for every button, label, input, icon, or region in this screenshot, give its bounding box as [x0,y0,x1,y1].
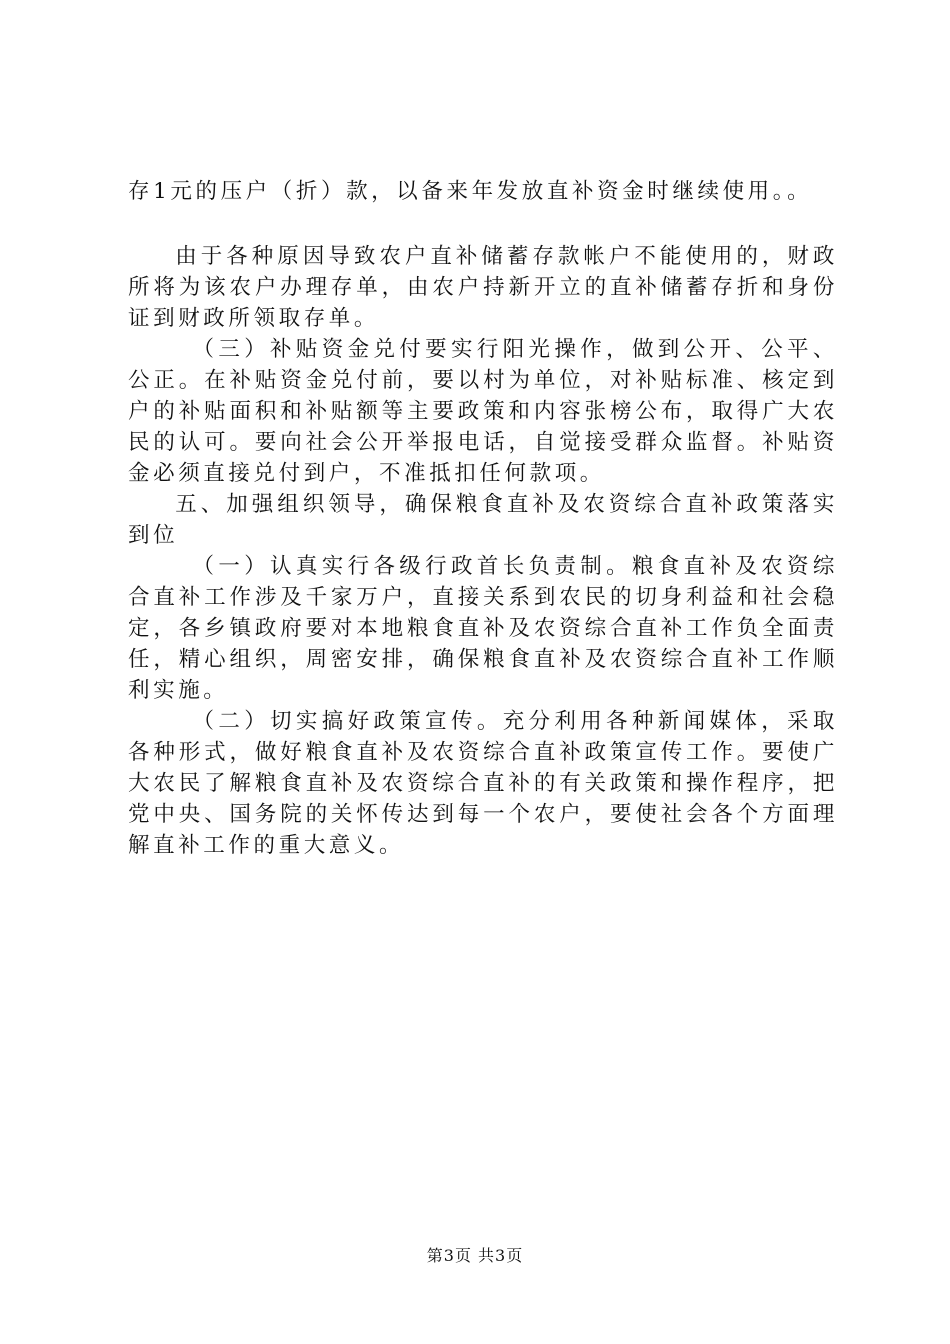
section-heading-five: 五、加强组织领导，确保粮食直补及农资综合直补政策落实到位 [128,492,838,548]
paragraph-deposit-account: 由于各种原因导致农户直补储蓄存款帐户不能使用的，财政所将为该农户办理存单，由农户持新开立的直补储蓄存折和身份证到财政所领取存单。 [128,244,838,331]
paragraph-section-two: （二）切实搞好政策宣传。充分利用各种新闻媒体，采取各种形式，做好粮食直补及农资综合直补政策宣传工作。要使广大农民了解粮食直补及农资综合直补的有关政策和操作程序，把党中央、国务院的关怀传达到每一个农户，要使社会各个方面理解直补工作的重大意义。 [128,709,838,858]
document-body [128,176,838,861]
paragraph-section-one: （一）认真实行各级行政首长负责制。粮食直补及农资综合直补工作涉及千家万户，直接关系到农民的切身利益和社会稳定，各乡镇政府要对本地粮食直补及农资综合直补工作负全面责任，精心组织，周密安排，确保粮食直补及农资综合直补工作顺利实施。 [128,554,838,703]
paragraph-section-three: （三）补贴资金兑付要实行阳光操作，做到公开、公平、公正。在补贴资金兑付前，要以村为单位，对补贴标准、核定到户的补贴面积和补贴额等主要政策和内容张榜公布，取得广大农民的认可。要向社会公开举报电话，自觉接受群众监督。补贴资金必须直接兑付到户，不准抵扣任何款项。 [128,337,838,486]
paragraph-continuation: 存1元的压户（折）款，以备来年发放直补资金时继续使用。。 [128,179,813,204]
page-number-footer: 第3页 共3页 [426,1246,524,1265]
